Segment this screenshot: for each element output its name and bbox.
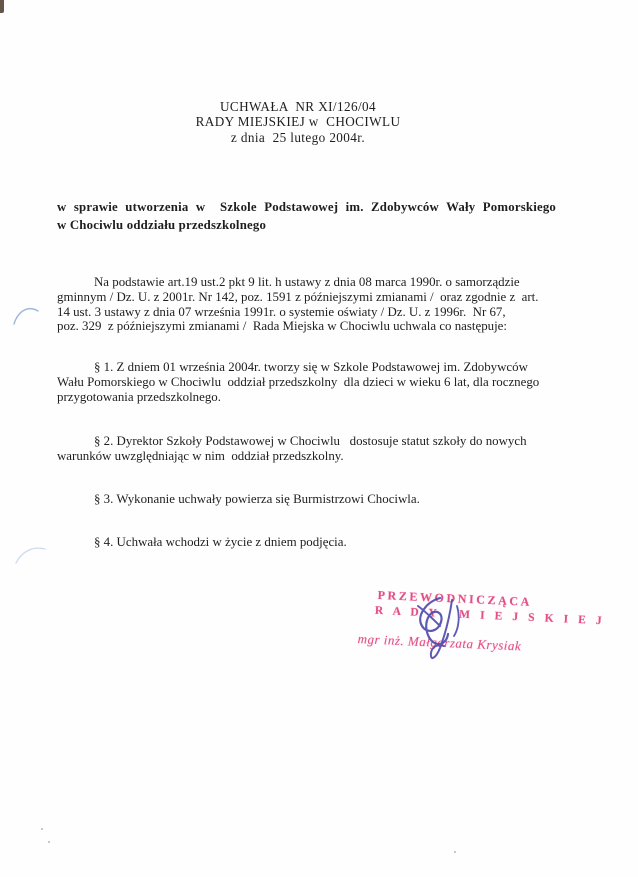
dust-speck	[48, 841, 50, 843]
signature-ink-stroke	[431, 600, 452, 658]
paragraph-line: § 3. Wykonanie uchwały powierza się Burmistrzowi Chociwla.	[94, 492, 420, 506]
paragraph-line: § 1. Z dniem 01 września 2004r. tworzy się w Szkole Podstawowej im. Zdobywców	[94, 360, 528, 374]
stamp-council-line: R A D Y M I E J S K I E J	[374, 604, 606, 628]
dust-speck	[454, 851, 456, 853]
legal-preamble	[57, 275, 557, 334]
stamp-title-line: PRZEWODNICZĄCA	[377, 587, 533, 609]
paragraph-line: przygotowania przedszkolnego.	[57, 389, 221, 404]
title-resolution-number: UCHWAŁA NR XI/126/04	[219, 99, 377, 114]
paragraph-line: § 4. Uchwała wchodzi w życie z dniem podjęcia.	[94, 535, 347, 549]
subject-line: w sprawie utworzenia w Szkole Podstawowej im. Zdobywców Wały Pomorskiego	[57, 200, 557, 214]
dust-speck	[41, 828, 43, 830]
preamble-line: 14 ust. 3 ustawy z dnia 07 września 1991r. o systemie oświaty / Dz. U. z 1996r. Nr 67,	[57, 304, 506, 319]
preamble-line: poz. 329 z późniejszymi zmianami / Rada Miejska w Chociwlu uchwala co następuje:	[57, 319, 507, 334]
subject-line: w Chociwlu oddziału przedszkolnego	[57, 217, 267, 232]
paragraph-2	[57, 434, 557, 464]
title-council-name: RADY MIEJSKIEJ w CHOCIWLU	[195, 114, 401, 130]
paragraph-4	[57, 535, 557, 550]
paragraph-line: warunków uwzględniając w nim oddział przedszkolny.	[57, 448, 344, 463]
margin-arc-mark	[14, 309, 38, 324]
document-title	[0, 99, 617, 145]
margin-arc-mark	[16, 548, 45, 563]
paragraph-3	[57, 492, 557, 507]
title-date: z dnia 25 lutego 2004r.	[230, 129, 366, 145]
paragraph-line: § 2. Dyrektor Szkoły Podstawowej w Chociwlu dostosuje statut szkoły do nowych	[94, 434, 527, 448]
document-subject	[57, 199, 567, 234]
signature-ink	[400, 592, 490, 668]
stamp-name-line: mgr inż. Małgorzata Krysiak	[357, 631, 522, 654]
paragraph-1	[57, 360, 557, 404]
scan-corner-artifact	[0, 0, 4, 13]
paragraph-line: Wału Pomorskiego w Chociwlu oddział przedszkolny dla dzieci w wieku 6 lat, dla rocznego	[57, 374, 540, 389]
signature-ink-stroke	[454, 606, 459, 636]
preamble-line: Na podstawie art.19 ust.2 pkt 9 lit. h ustawy z dnia 08 marca 1990r. o samorządzie	[94, 275, 520, 289]
preamble-line: gminnym / Dz. U. z 2001r. Nr 142, poz. 1591 z późniejszymi zmianami / oraz zgodnie z art.	[57, 289, 539, 304]
